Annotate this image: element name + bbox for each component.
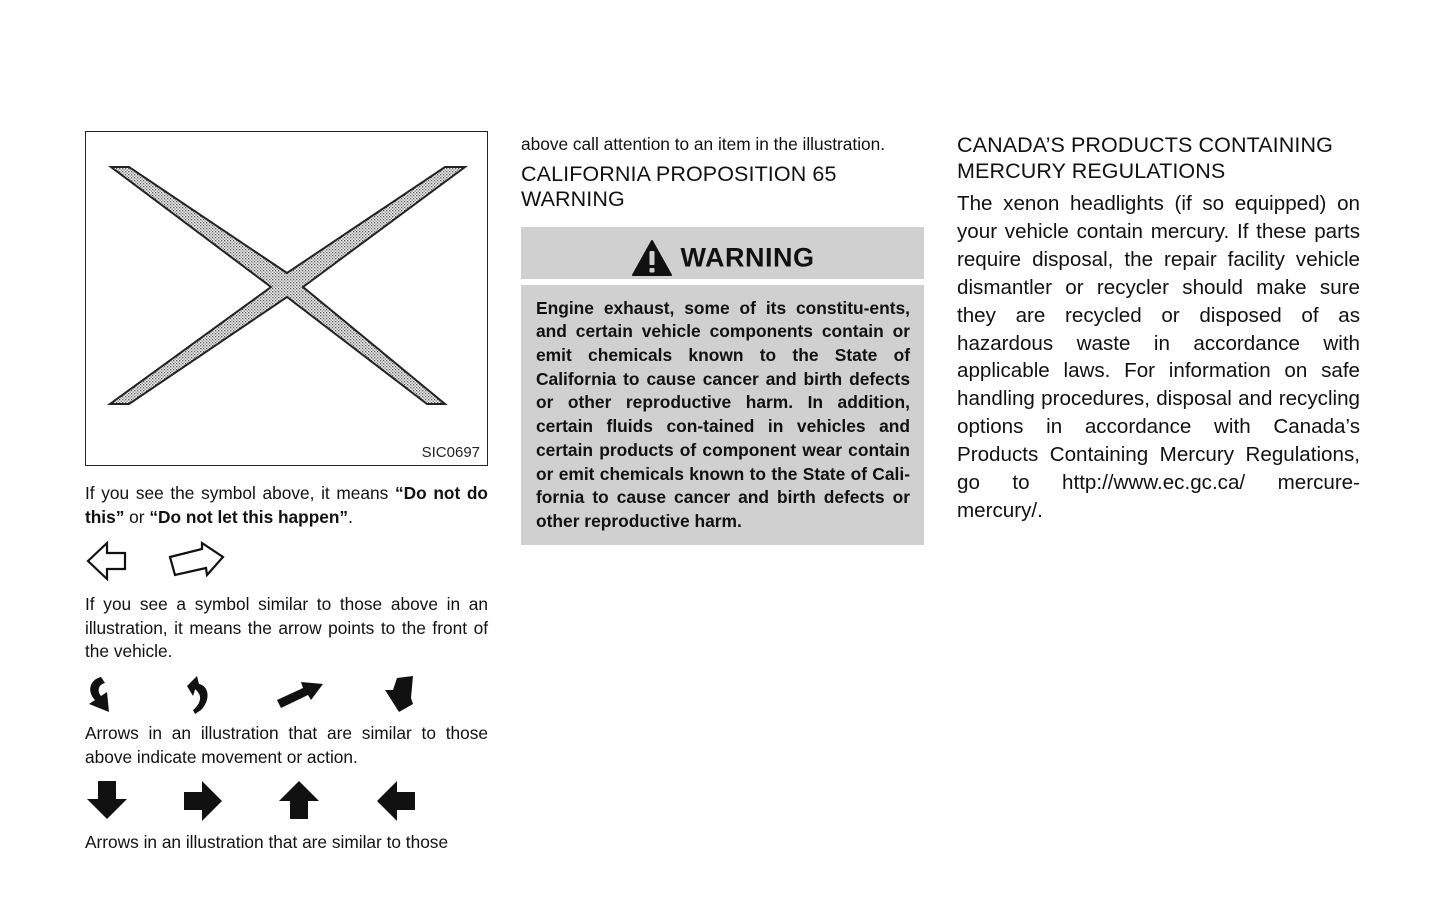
do-not-symbol-description: If you see the symbol above, it means “Do not do this” or “Do not let this happen”. [85,483,488,527]
hollow-angled-arrow-icon [167,539,225,583]
continued-text: above call attention to an item in the illustration. [521,134,886,154]
movement-arrow-description: Arrows in an illustration that are similar to those above indicate movement or action. [85,722,488,767]
warning-header [521,227,924,279]
curved-down-arrow-icon [85,674,119,716]
x-cross-icon [86,132,487,465]
prop65-heading: CALIFORNIA PROPOSITION 65 WARNING [521,161,837,212]
middle-column [521,131,924,545]
movement-arrow-icons [85,674,488,718]
attention-arrow-icons [85,779,488,823]
warning-title: WARNING [680,242,815,273]
left-arrow-icon [375,779,417,823]
do-not-symbol-figure [85,131,488,466]
right-arrow-icon [182,779,224,823]
diagonal-up-right-arrow-icon [275,678,325,712]
warning-body [521,285,924,545]
front-arrow-icons [85,539,488,583]
down-arrow-icon [85,779,129,821]
up-arrow-icon [277,779,321,821]
figure-id-label: SIC0697 [421,444,480,461]
mercury-heading: CANADA’S PRODUCTS CONTAINING MERCURY REGULATIONS [957,133,1333,183]
attention-arrow-description: Arrows in an illustration that are similar to those [85,832,449,853]
mercury-body-text: The xenon headlights (if so equipped) on your vehicle contain mercury. If these parts require disposal, the repair facility vehicle dismantler or recycler should make sure they are recycled or disposed of as hazardous waste in accordance with applicable laws. For information on safe handling procedures, disposal and recycling options in accordance with Canada’s Products Containing Mercury Regulations, go to http://www.ec.gc.ca/ mercure-mercury/. [957,192,1360,522]
diagonal-down-arrow-icon [383,674,417,714]
hollow-left-arrow-icon [85,539,129,583]
front-arrow-description: If you see a symbol similar to those above in an illustration, it means the arrow points to the front of the vehicle. [85,594,488,662]
warning-triangle-icon [631,239,673,277]
right-column [957,131,1360,525]
warning-text: Engine exhaust, some of its constitu-ents, and certain vehicle components contain or emit chemicals known to the State of California to cause cancer and birth defects or other reproductive harm. In addition, certain fluids con-tained in vehicles and certain products of component wear contain or emit chemicals known to the State of Cali-fornia to cause cancer and birth defects or other reproductive harm. [536,297,910,531]
left-column [85,131,488,855]
curved-up-arrow-icon [181,674,215,716]
